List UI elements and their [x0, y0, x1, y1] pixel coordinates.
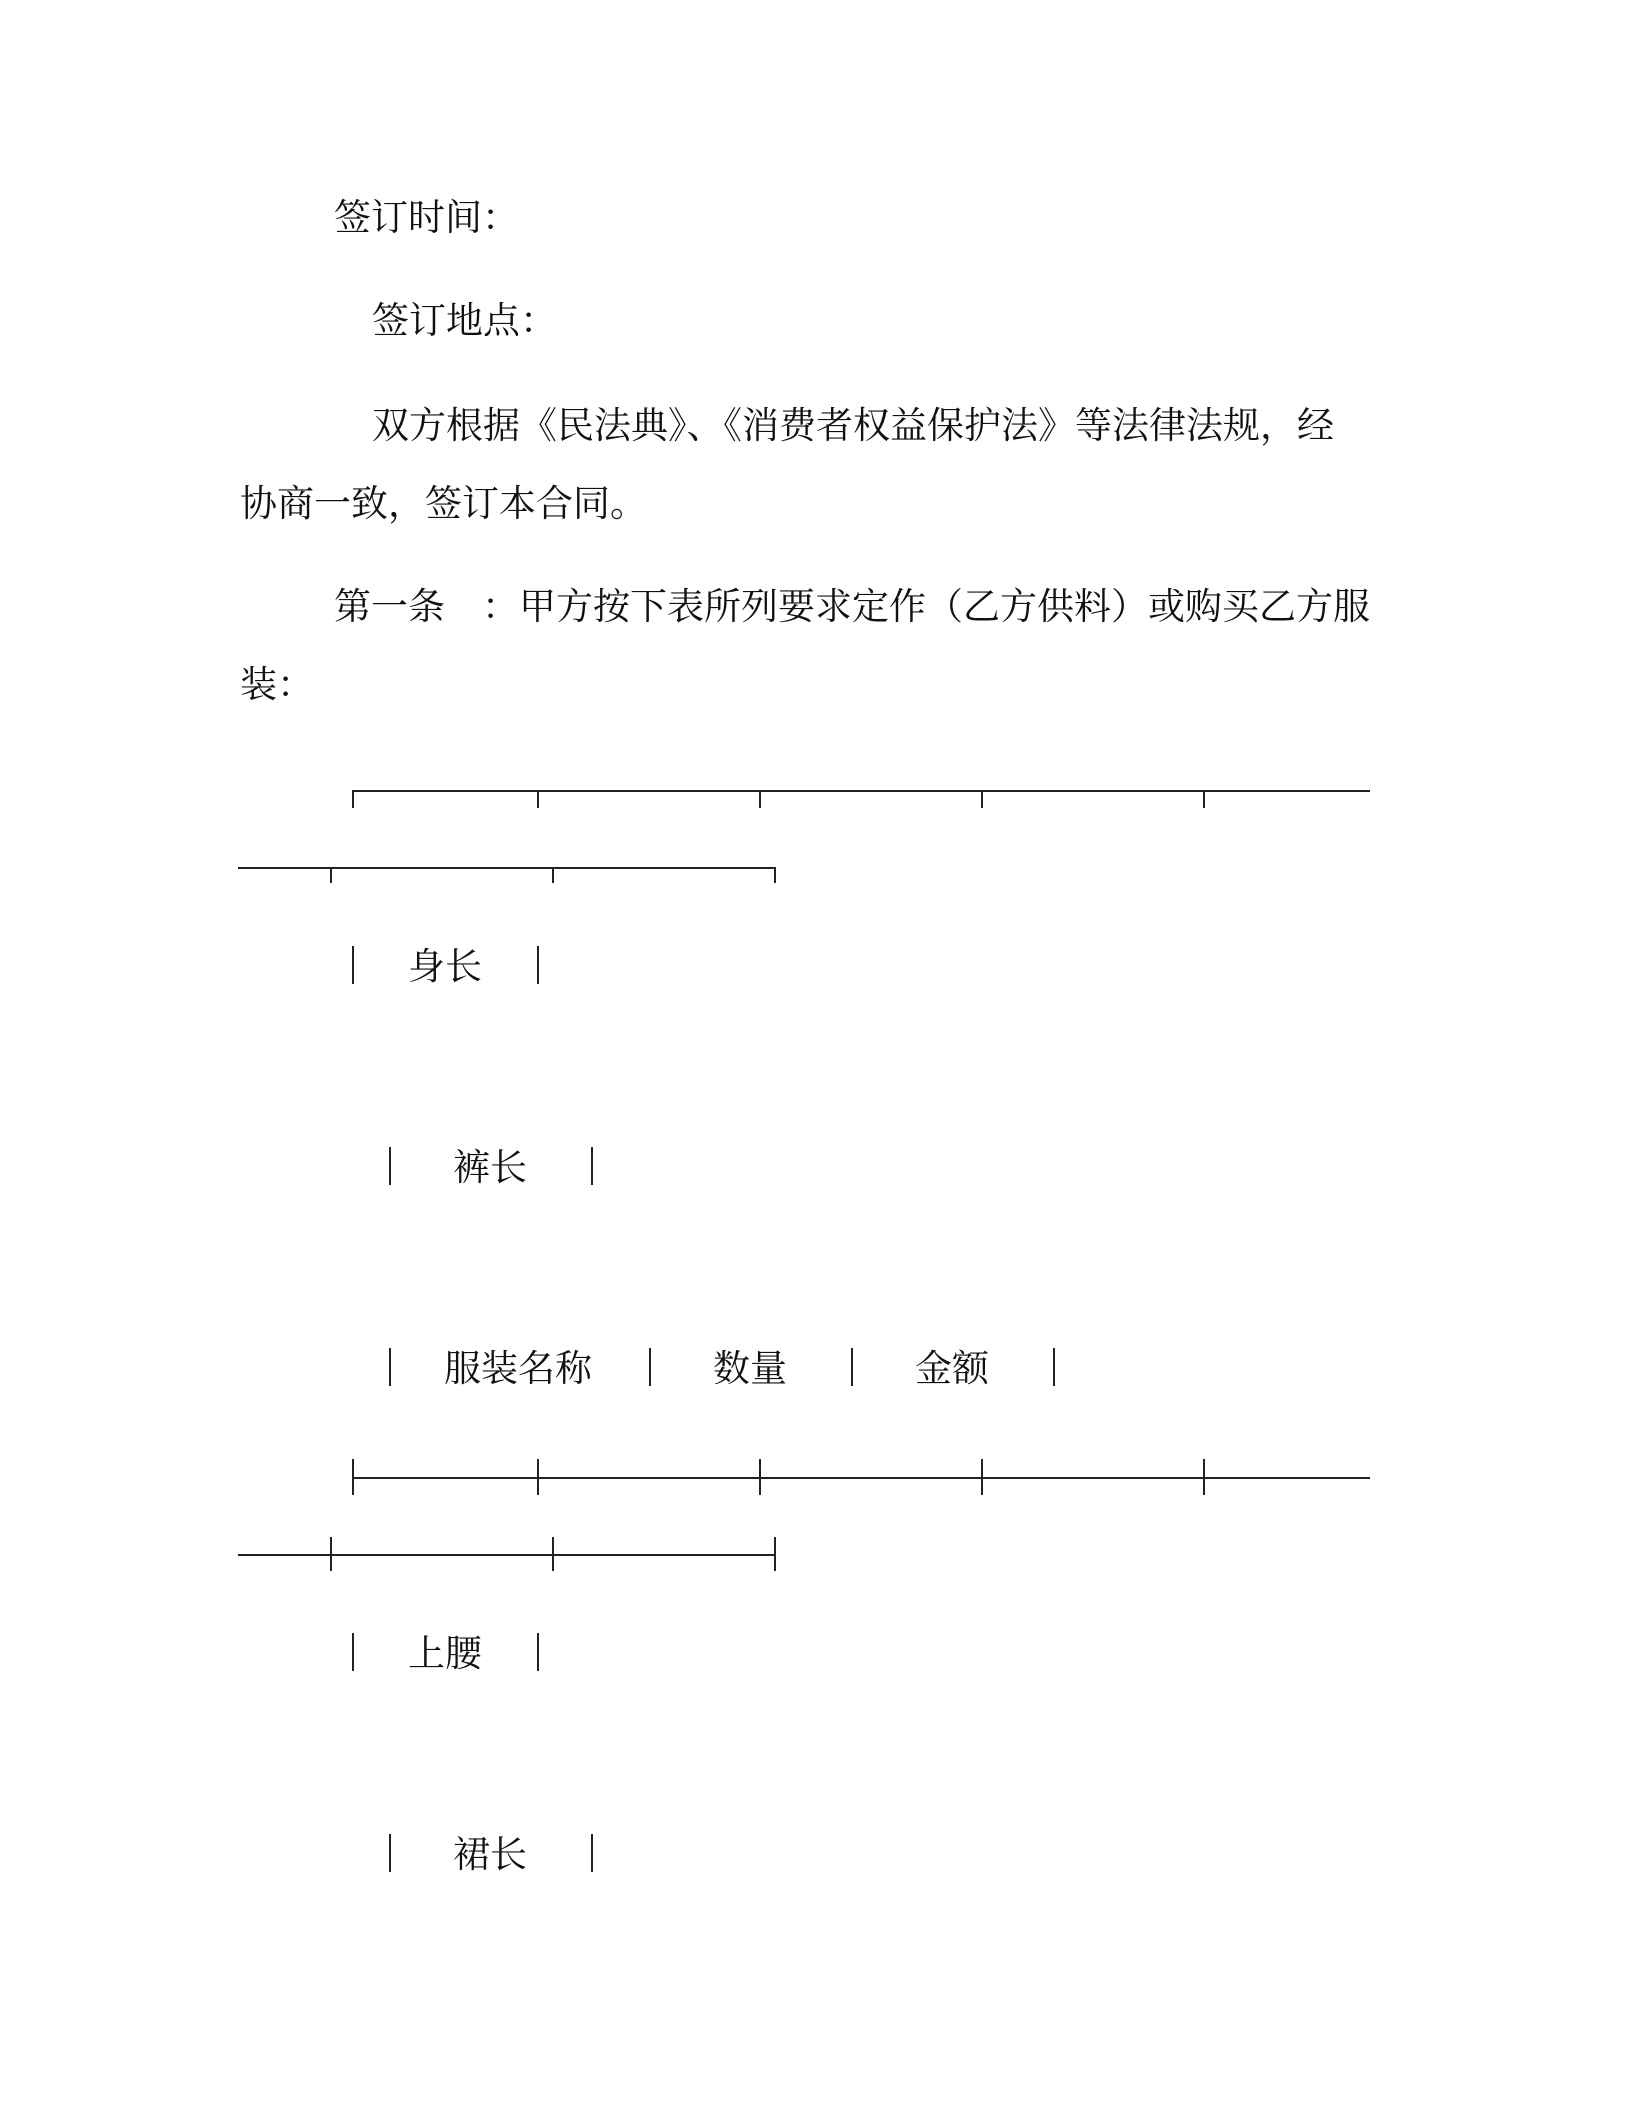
table-tick	[352, 1459, 354, 1495]
cell-border	[591, 1147, 593, 1185]
cell-border	[352, 946, 354, 984]
table-tick	[981, 1459, 983, 1495]
sign-place-label: 签订地点：	[372, 299, 557, 342]
table-tick	[759, 1459, 761, 1495]
header-amount: 金额	[915, 1347, 989, 1390]
table-tick	[774, 1537, 776, 1571]
header-body-length: 身长	[408, 945, 482, 988]
table-tick	[537, 790, 539, 808]
header-upper-waist: 上腰	[408, 1632, 482, 1675]
header-pants-length: 裤长	[453, 1146, 527, 1189]
cell-border	[1053, 1348, 1055, 1386]
table-tick	[330, 1537, 332, 1571]
cell-border	[537, 1633, 539, 1671]
table-tick	[1203, 790, 1205, 808]
cell-border	[537, 946, 539, 984]
table-tick	[981, 790, 983, 808]
header-skirt-length: 裙长	[453, 1833, 527, 1876]
cell-border	[389, 1348, 391, 1386]
table-rule	[352, 790, 1370, 792]
table-tick	[1203, 1459, 1205, 1495]
table-tick	[552, 1537, 554, 1571]
header-quantity: 数量	[713, 1347, 787, 1390]
cell-border	[389, 1834, 391, 1872]
table-tick	[759, 790, 761, 808]
article-1-line-1: 第一条 ：甲方按下表所列要求定作（乙方供料）或购买乙方服	[334, 585, 1370, 628]
table-tick	[537, 1459, 539, 1495]
table-tick	[552, 867, 554, 883]
table-rule	[238, 867, 774, 869]
cell-border	[851, 1348, 853, 1386]
sign-time-label: 签订时间：	[334, 196, 519, 239]
table-rule	[352, 1477, 1370, 1479]
table-tick	[352, 790, 354, 808]
cell-border	[591, 1834, 593, 1872]
basis-paragraph-line-1: 双方根据《民法典》、《消费者权益保护法》等法律法规，经	[372, 404, 1334, 447]
table-tick	[330, 867, 332, 883]
table-rule	[238, 1554, 774, 1556]
table-tick	[774, 867, 776, 883]
cell-border	[352, 1633, 354, 1671]
basis-paragraph-line-2: 协商一致，签订本合同。	[240, 482, 647, 525]
article-1-line-2: 装：	[240, 663, 314, 706]
cell-border	[389, 1147, 391, 1185]
cell-border	[649, 1348, 651, 1386]
header-garment-name: 服装名称	[444, 1347, 592, 1390]
